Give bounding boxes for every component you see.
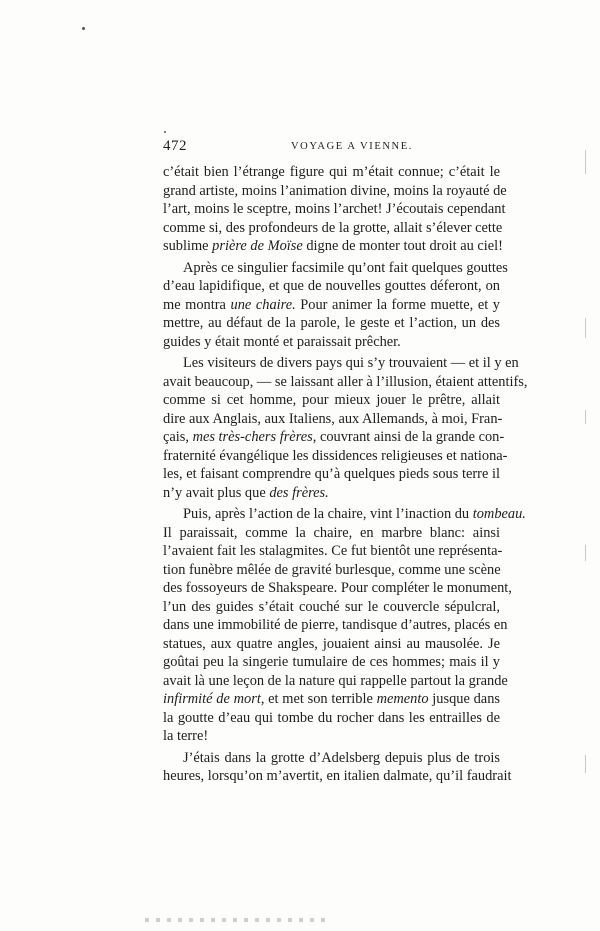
running-head: VOYAGE A VIENNE.: [291, 141, 413, 152]
ink-speck: [82, 27, 85, 30]
page-edge-mark: [585, 318, 586, 338]
text-line: heures, lorsqu’on m’avertit, en italien dalmate, qu’il faudrait: [163, 768, 512, 784]
page-edge-mark: [585, 410, 586, 424]
text-line: Après ce singulier facsimile qu’ont fait quelques gouttes: [183, 259, 508, 276]
text-line: avait là une leçon de la nature qui rappelle partout la grande: [163, 672, 508, 689]
page-edge-mark: [585, 755, 586, 773]
text-line: grand artiste, moins l’animation divine, moins la royauté de: [163, 182, 507, 199]
text-line: sublime prière de Moïse digne de monter tout droit au ciel!: [163, 238, 503, 254]
text-line: me montra une chaire. Pour animer la forme muette, et y: [163, 296, 500, 313]
text-line: comme si, des profondeurs de la grotte, allait s’élever cette: [163, 219, 503, 236]
page-number: 472: [163, 138, 187, 154]
text-line: infirmité de mort, et met son terrible memento jusque dans: [163, 691, 500, 707]
page-header: [163, 138, 500, 158]
ink-speck: [164, 131, 166, 133]
text-line: goûtai peu la singerie tumulaire de ces hommes; mais il y: [163, 654, 500, 670]
text-line: l’art, moins le sceptre, moins l’archet! J’écoutais cependant: [163, 201, 506, 217]
text-line: avait beaucoup, — se laissant aller à l’illusion, étaient attentifs,: [163, 373, 528, 390]
text-line: tion funèbre mêlée de gravité burlesque, comme une scène: [163, 561, 501, 578]
text-line: d’eau lapidifique, et que de nouvelles gouttes déferont, on: [163, 278, 500, 294]
text-line: c’était bien l’étrange figure qui m’était connue; c’était le: [163, 164, 500, 180]
text-line: l’un des guides s’était couché sur le couvercle sépulcral,: [163, 598, 500, 615]
text-line: çais, mes très-chers frères, couvrant ainsi de la grande con-: [163, 429, 505, 445]
text-line: J’étais dans la grotte d’Adelsberg depuis plus de trois: [183, 749, 500, 766]
text-line: fraternité évangélique les dissidences religieuses et nationa-: [163, 447, 508, 464]
text-line: Les visiteurs de divers pays qui s’y trouvaient — et il y en: [183, 355, 519, 371]
text-line: statues, aux quatre angles, jouaient ainsi au mausolée. Je: [163, 635, 500, 652]
text-line: la goutte d’eau qui tombe du rocher dans les entrailles de: [163, 709, 500, 726]
text-line: n’y avait plus que des frères.: [163, 484, 329, 501]
page-edge-mark: [585, 545, 586, 561]
scan-bottom-marks: [145, 918, 325, 922]
text-line: guides y était monté et paraissait prêcher.: [163, 333, 401, 350]
text-line: Puis, après l’action de la chaire, vint l’inaction du tombeau.: [183, 506, 526, 522]
body-text: [163, 163, 528, 786]
text-line: comme si cet homme, pour mieux jouer le prêtre, allait: [163, 392, 500, 408]
text-line: la terre!: [163, 728, 209, 744]
text-line: mettre, au défaut de la parole, le geste et l’action, un des: [163, 315, 500, 331]
text-line: dire aux Anglais, aux Italiens, aux Allemands, à moi, Fran-: [163, 410, 503, 427]
text-line: l’avaient fait les stalagmites. Ce fut bientôt une représenta-: [163, 543, 503, 559]
text-line: Il paraissait, comme la chaire, en marbre blanc: ainsi: [163, 524, 500, 541]
text-line: dans une immobilité de pierre, tandisque d’autres, placés en: [163, 617, 508, 633]
page-edge-mark: [585, 150, 586, 174]
text-line: les, et faisant comprendre qu’à quelques pieds sous terre il: [163, 466, 500, 482]
text-line: des fossoyeurs de Shakspeare. Pour compléter le monument,: [163, 580, 512, 596]
